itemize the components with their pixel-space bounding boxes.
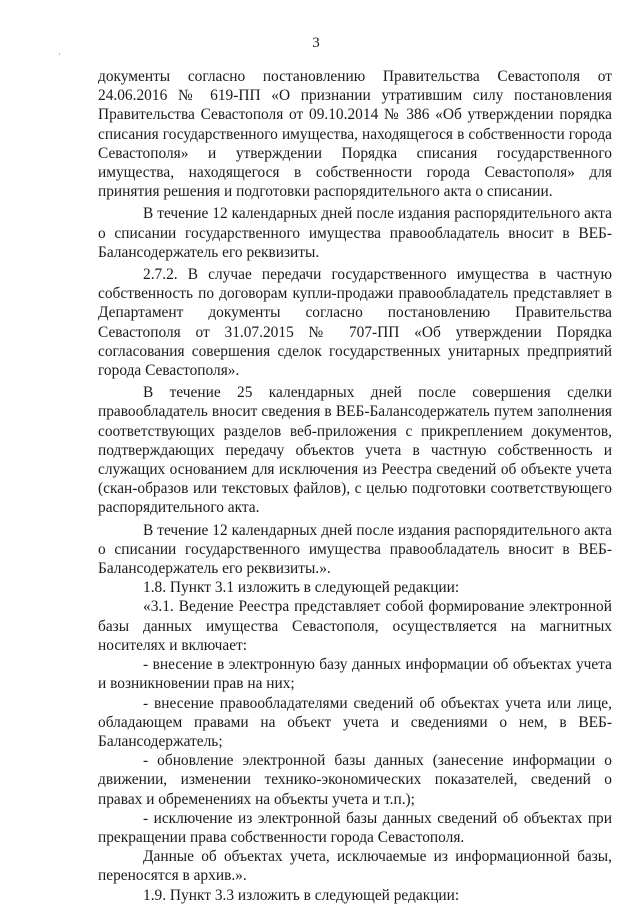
paragraph-documents-list: документы согласно постановлению Правительства Севастополя от 24.06.2016 № 619-ПП «О признании утратившим силу постановления Правительства Севастополя от 09.10.2014 № 386 «Об утверждении порядка списания государственного имущества, находящегося в собственности города Севастополя» и утверждении Порядка списания государственного имущества, находящегося в собственности города Севастополя» для принятия решения и подготовки распорядительного акта о списании. [98,68,612,201]
scan-speck: · [58,50,61,59]
paragraph-deadline-writeoff: В течение 12 календарных дней после издания распорядительного акта о списании государственного имущества правообладатель вносит в ВЕБ-Балансодержатель его реквизиты. [98,205,612,261]
page-number: 3 [312,35,320,51]
paragraph-1-9: 1.9. Пункт 3.3 изложить в следующей редакции: [143,886,460,904]
paragraph-archive: Данные об объектах учета, исключаемые из информационной базы, переносятся в архив.». [98,848,612,885]
list-item-holders: - внесение правообладателями сведений об объектах учета или лице, обладающем правами на объект учета и сведениями о нем, в ВЕБ-Балансодержатель; [98,694,612,750]
document-body [98,67,612,905]
paragraph-2-7-2: 2.7.2. В случае передачи государственного имущества в частную собственность по договорам купли-продажи правообладатель представляет в Департамент документы согласно постановлению Правительства Севастополя от 31.07.2015 № 707-ПП «Об утверждении Порядка согласования совершения сделок государственных унитарных предприятий города Севастополя». [98,266,612,380]
paragraph-1-8: 1.8. Пункт 3.1 изложить в следующей редакции: [143,579,460,597]
paragraph-deadline-requisites: В течение 12 календарных дней после издания распорядительного акта о списании государственного имущества правообладатель вносит в ВЕБ-Балансодержатель его реквизиты.». [98,521,612,578]
paragraph-deadline-transaction: В течение 25 календарных дней после совершения сделки правообладатель вносит сведения в ВЕБ-Балансодержатель путем заполнения соответствующих разделов веб-приложения с прикреплением документов, подтверждающих передачу объектов учета в частную собственность и служащих основанием для исключения из Реестра сведений об объекте учета (скан-образов или текстовых файлов), с целью подготовки соответствующего распорядительного акта. [98,384,612,517]
paragraph-3-1: «3.1. Ведение Реестра представляет собой формирование электронной базы данных имущества Севастополя, осуществляется на магнитных носителях и включает: [98,598,612,654]
list-item-entry: - внесение в электронную базу данных информации об объектах учета и возникновении прав на них; [98,656,612,693]
list-item-update: - обновление электронной базы данных (занесение информации о движении, изменении технико-экономических показателей, сведений о правах и обременениях на объекты учета и т.п.); [98,752,612,808]
list-item-exclusion: - исключение из электронной базы данных сведений об объектах при прекращении права собственности города Севастополя. [98,809,612,846]
